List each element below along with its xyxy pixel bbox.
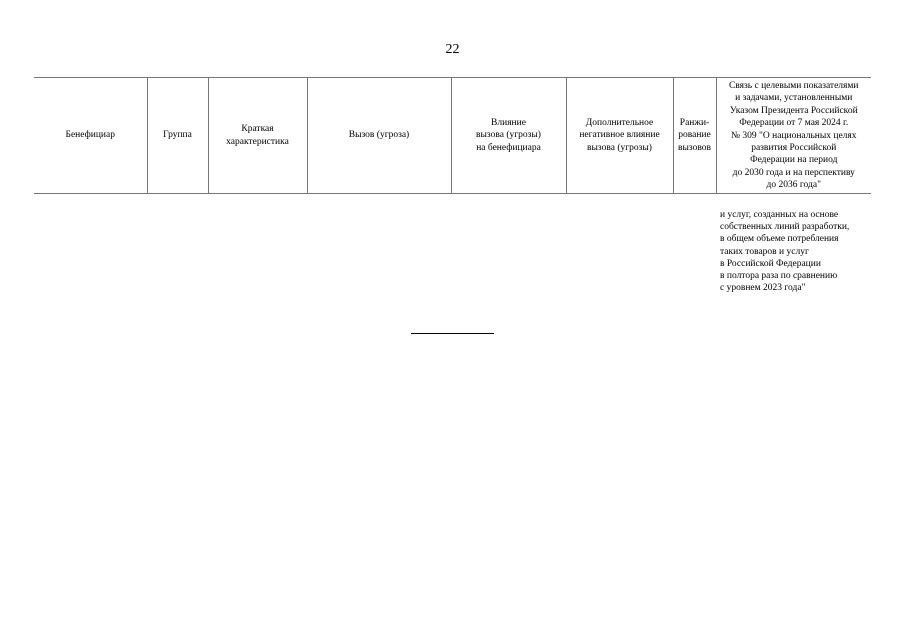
column-header-ranking: Ранжи- рование вызовов [673,78,716,194]
column-header-additional-impact: Дополнительное негативное влияние вызова (угрозы) [566,78,673,194]
column-header-group: Группа [147,78,208,194]
column-header-short-description: Краткая характеристика [208,78,307,194]
column-header-impact: Влияние вызова (угрозы) на бенефициара [451,78,566,194]
column-header-challenge: Вызов (угроза) [307,78,451,194]
end-of-section-rule [411,333,494,334]
column-header-beneficiary: Бенефициар [34,78,147,194]
page-number: 22 [445,42,460,57]
column-header-target-link: Связь с целевыми показателями и задачами, установленными Указом Президента Российской Федерации от 7 мая 2024 г. № 309 "О национальных целях развития Российской Федерации на период до 2030 года и на перспективу до 2036 года" [716,78,871,194]
continuation-text: и услуг, созданных на основе собственных линий разработки, в общем объеме потребления таких товаров и услуг в Российской Федерации в полтора раза по сравнению с уровнем 2023 года" [720,210,850,294]
table-header [34,77,871,194]
